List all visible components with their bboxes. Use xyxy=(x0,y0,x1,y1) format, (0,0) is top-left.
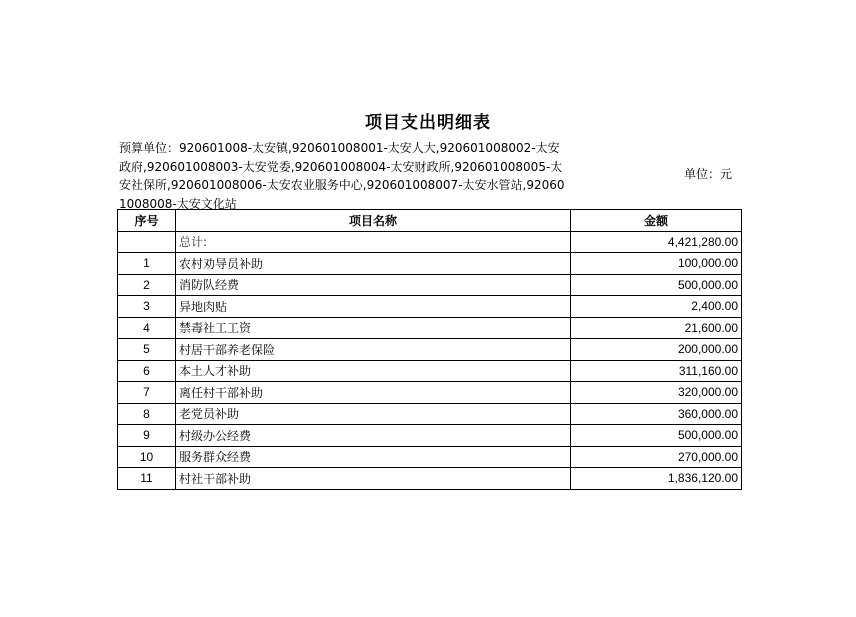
table-row xyxy=(118,296,742,318)
seq-cell: 11 xyxy=(118,468,176,490)
table-row xyxy=(118,274,742,296)
item-name-cell: 村社干部补助 xyxy=(176,468,571,490)
amount-cell: 21,600.00 xyxy=(571,317,742,339)
item-name-cell: 老党员补助 xyxy=(176,403,571,425)
amount-cell: 500,000.00 xyxy=(571,425,742,447)
amount-cell: 200,000.00 xyxy=(571,339,742,361)
expenditure-table xyxy=(117,209,742,490)
seq-cell: 6 xyxy=(118,360,176,382)
budget-unit-text: 预算单位：920601008-太安镇,920601008001-太安人大,920601008002-太安政府,920601008003-太安党委,920601008004-太安财政所,920601008005-太安社保所,920601008006-太安农业服务中心,920601008007-太安水管站,920601008008-太安文化站 xyxy=(119,141,565,211)
table-row xyxy=(118,446,742,468)
total-label-cell: 总计: xyxy=(176,231,571,253)
amount-cell: 320,000.00 xyxy=(571,382,742,404)
table-row xyxy=(118,403,742,425)
table-row xyxy=(118,253,742,275)
item-name-cell: 服务群众经费 xyxy=(176,446,571,468)
table-row xyxy=(118,468,742,490)
seq-cell: 2 xyxy=(118,274,176,296)
total-amount-cell: 4,421,280.00 xyxy=(571,231,742,253)
amount-cell: 1,836,120.00 xyxy=(571,468,742,490)
item-name-cell: 离任村干部补助 xyxy=(176,382,571,404)
item-name-cell: 村级办公经费 xyxy=(176,425,571,447)
header-seq: 序号 xyxy=(118,210,176,232)
seq-cell: 4 xyxy=(118,317,176,339)
item-name-cell: 消防队经费 xyxy=(176,274,571,296)
item-name-cell: 禁毒社工工资 xyxy=(176,317,571,339)
table-row xyxy=(118,317,742,339)
amount-cell: 270,000.00 xyxy=(571,446,742,468)
amount-cell: 311,160.00 xyxy=(571,360,742,382)
header-item-name: 项目名称 xyxy=(176,210,571,232)
seq-cell: 5 xyxy=(118,339,176,361)
seq-cell: 1 xyxy=(118,253,176,275)
table-row xyxy=(118,339,742,361)
item-name-cell: 异地肉贴 xyxy=(176,296,571,318)
table-row xyxy=(118,360,742,382)
item-name-cell: 农村劝导员补助 xyxy=(176,253,571,275)
seq-cell: 3 xyxy=(118,296,176,318)
seq-cell: 7 xyxy=(118,382,176,404)
header-amount: 金额 xyxy=(571,210,742,232)
item-name-cell: 本土人才补助 xyxy=(176,360,571,382)
table-row xyxy=(118,425,742,447)
seq-cell: 9 xyxy=(118,425,176,447)
table-header-row xyxy=(118,210,742,232)
currency-unit-label: 单位：元 xyxy=(684,167,733,181)
amount-cell: 360,000.00 xyxy=(571,403,742,425)
seq-cell: 8 xyxy=(118,403,176,425)
page-title: 项目支出明细表 xyxy=(365,113,491,133)
amount-cell: 100,000.00 xyxy=(571,253,742,275)
amount-cell: 2,400.00 xyxy=(571,296,742,318)
table-row xyxy=(118,382,742,404)
seq-cell: 10 xyxy=(118,446,176,468)
total-seq-cell xyxy=(118,231,176,253)
amount-cell: 500,000.00 xyxy=(571,274,742,296)
total-row xyxy=(118,231,742,253)
item-name-cell: 村居干部养老保险 xyxy=(176,339,571,361)
